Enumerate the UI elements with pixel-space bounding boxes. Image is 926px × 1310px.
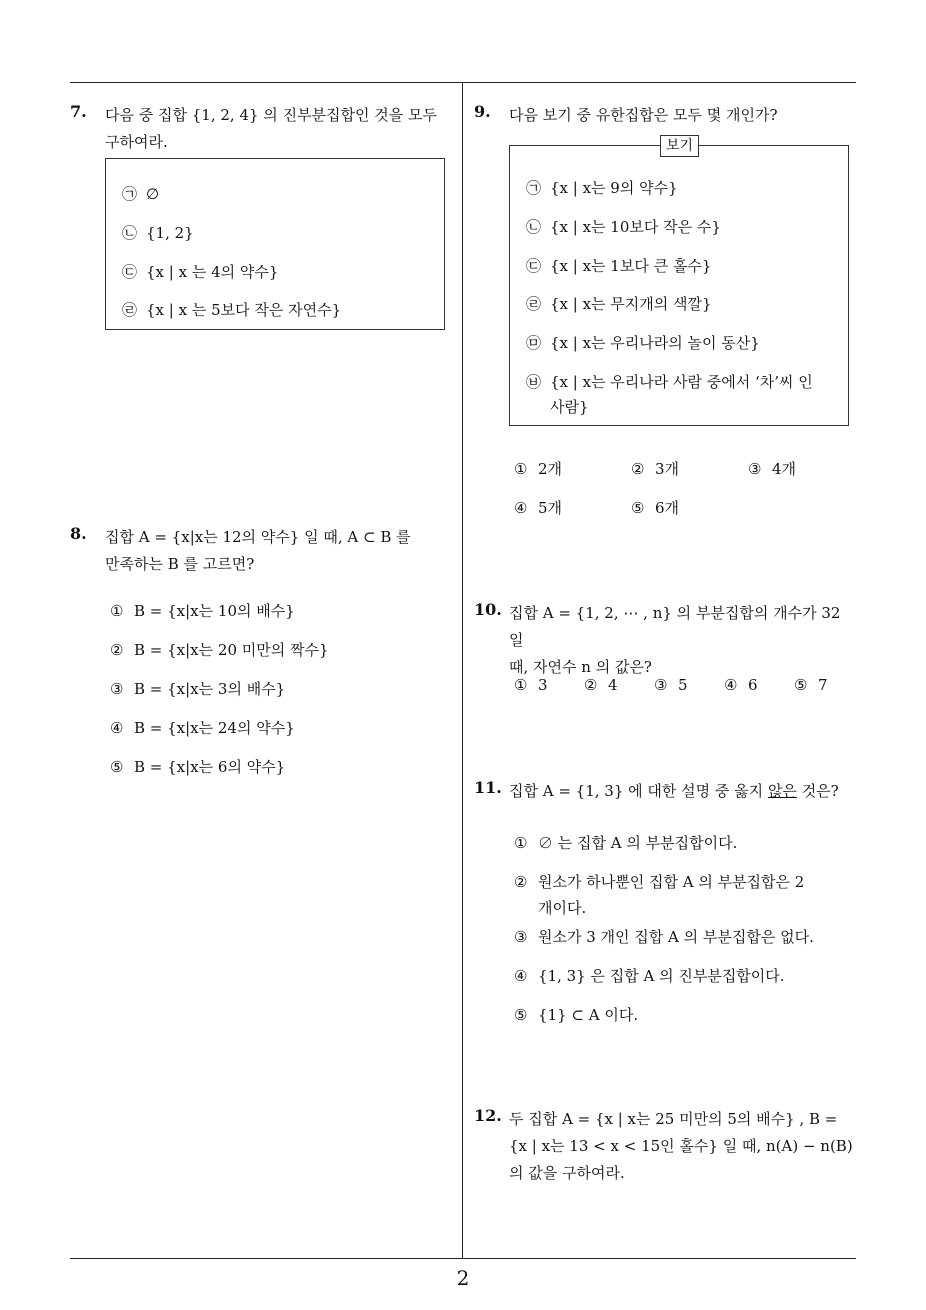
- option-text: ∅: [146, 185, 160, 203]
- question-8: [70, 524, 450, 794]
- answer-choice[interactable]: [514, 832, 737, 853]
- question-text-line: [509, 778, 839, 805]
- answer-choice[interactable]: [514, 497, 562, 518]
- choice-number: ⑤: [514, 1006, 528, 1024]
- choice-text: 3: [538, 676, 548, 694]
- option-text: {x | x는 10보다 작은 수}: [550, 218, 721, 236]
- answer-choice[interactable]: [514, 676, 548, 694]
- answer-choice[interactable]: [748, 458, 796, 479]
- box-option: [526, 255, 711, 276]
- bogi-box: [509, 138, 849, 426]
- option-text: 사람}: [550, 398, 589, 416]
- choice-text: {1, 3} 은 집합 A 의 진부분집합이다.: [538, 967, 785, 985]
- option-mark: ㉣: [526, 295, 542, 313]
- option-mark: ㉥: [526, 373, 542, 391]
- option-text: {x | x는 1보다 큰 홀수}: [550, 257, 712, 275]
- question-text-line: {x | x는 13 < x < 15인 홀수} 일 때, n(A) − n(B): [509, 1137, 853, 1155]
- choice-text: {1} ⊂ A 이다.: [538, 1006, 639, 1024]
- answer-choice[interactable]: [631, 497, 679, 518]
- choice-text: B = {x|x는 6의 약수}: [134, 758, 286, 776]
- choice-number: ⑤: [794, 676, 808, 694]
- answer-choice[interactable]: [514, 965, 785, 986]
- choice-text: 개이다.: [538, 899, 587, 917]
- answer-choice[interactable]: [110, 678, 285, 699]
- question-10: [474, 600, 854, 710]
- answer-choice[interactable]: [110, 639, 329, 660]
- option-mark: ㉠: [526, 179, 542, 197]
- choice-number: ②: [584, 676, 598, 694]
- answer-choice[interactable]: [794, 676, 828, 694]
- page-number: 2: [456, 1266, 470, 1290]
- choice-text: 2개: [538, 460, 563, 478]
- bottom-rule: [70, 1258, 856, 1259]
- box-option: [526, 216, 721, 237]
- option-text: {x | x는 무지개의 색깔}: [550, 295, 712, 313]
- question-number: 12.: [474, 1106, 502, 1125]
- answer-choice[interactable]: [514, 926, 814, 947]
- question-text-line: 다음 보기 중 유한집합은 모두 몇 개인가?: [509, 106, 778, 124]
- question-text-line: 때, 자연수 n 의 값은?: [509, 658, 652, 676]
- question-text: [509, 600, 854, 681]
- choice-text: 3개: [655, 460, 680, 478]
- question-text-part: 집합 A = {1, 3} 에 대한 설명 중 옳지: [509, 782, 768, 800]
- question-text: [105, 524, 411, 578]
- question-text: [509, 1106, 853, 1187]
- option-text: {x | x 는 5보다 작은 자연수}: [146, 301, 342, 319]
- answer-choice[interactable]: [514, 458, 562, 479]
- question-text-line: 의 값을 구하여라.: [509, 1164, 625, 1182]
- column-divider: [462, 82, 463, 1258]
- box-option: [526, 177, 678, 198]
- choice-text: 6개: [655, 499, 680, 517]
- answer-choice[interactable]: [110, 756, 285, 777]
- question-text-part: 것은?: [796, 782, 839, 800]
- answer-choice[interactable]: [110, 600, 295, 621]
- box-option-continuation: [550, 396, 589, 417]
- answer-choice[interactable]: [584, 676, 618, 694]
- answer-choice[interactable]: [514, 1004, 638, 1025]
- choice-text: ∅ 는 집합 A 의 부분집합이다.: [538, 834, 738, 852]
- question-text: [509, 102, 778, 129]
- box-option: [526, 293, 712, 314]
- choice-number: ①: [110, 602, 124, 620]
- options-box: [105, 158, 445, 330]
- choice-text: 4: [608, 676, 618, 694]
- box-option: [122, 261, 278, 282]
- choice-text: B = {x|x는 24의 약수}: [134, 719, 295, 737]
- question-text-line: 두 집합 A = {x | x는 25 미만의 5의 배수} , B =: [509, 1110, 838, 1128]
- answer-choice[interactable]: [631, 458, 679, 479]
- choice-number: ④: [514, 499, 528, 517]
- answer-choice[interactable]: [514, 871, 804, 892]
- option-text: {x | x는 우리나라의 놀이 동산}: [550, 334, 760, 352]
- choice-number: ⑤: [110, 758, 124, 776]
- question-text: [509, 778, 839, 805]
- bogi-title: 보기: [660, 135, 699, 157]
- top-rule: [70, 82, 856, 83]
- question-text-line: 집합 A = {1, 2, ⋯ , n} 의 부분집합의 개수가 32 일: [509, 604, 841, 649]
- box-option: [526, 371, 813, 392]
- box-option: [122, 183, 159, 204]
- question-text-line: 만족하는 B 를 고르면?: [105, 555, 255, 573]
- choice-number: ⑤: [631, 499, 645, 517]
- question-number: 9.: [474, 102, 491, 121]
- choice-number: ①: [514, 676, 528, 694]
- question-text-line: 구하여라.: [105, 133, 168, 151]
- box-option: [122, 299, 341, 320]
- question-number: 7.: [70, 102, 87, 121]
- question-7: [70, 102, 450, 342]
- option-text: {x | x 는 4의 약수}: [146, 263, 279, 281]
- answer-choice[interactable]: [724, 676, 758, 694]
- option-mark: ㉠: [122, 185, 138, 203]
- option-mark: ㉢: [122, 263, 138, 281]
- choice-text: 5: [678, 676, 688, 694]
- question-text-line: 집합 A = {x|x는 12의 약수} 일 때, A ⊂ B 를: [105, 528, 411, 546]
- choice-text: 4개: [772, 460, 797, 478]
- choice-text: 5개: [538, 499, 563, 517]
- question-number: 11.: [474, 778, 502, 797]
- choice-number: ①: [514, 460, 528, 478]
- choice-text: B = {x|x는 20 미만의 짝수}: [134, 641, 329, 659]
- choice-number: ②: [514, 873, 528, 891]
- question-number: 10.: [474, 600, 502, 619]
- choice-number: ④: [110, 719, 124, 737]
- choice-number: ④: [724, 676, 738, 694]
- emphasis-underlined: 않은: [767, 782, 797, 800]
- box-option: [526, 332, 760, 353]
- choice-number: ①: [514, 834, 528, 852]
- choice-number: ④: [514, 967, 528, 985]
- option-mark: ㉡: [122, 224, 138, 242]
- option-text: {x | x는 우리나라 사람 중에서 ‘차’씨 인: [550, 373, 813, 391]
- option-mark: ㉡: [526, 218, 542, 236]
- choice-text: B = {x|x는 3의 배수}: [134, 680, 286, 698]
- choice-text: B = {x|x는 10의 배수}: [134, 602, 295, 620]
- choice-number: ③: [514, 928, 528, 946]
- choice-number: ②: [631, 460, 645, 478]
- option-mark: ㉢: [526, 257, 542, 275]
- option-mark: ㉣: [122, 301, 138, 319]
- choice-number: ③: [654, 676, 668, 694]
- box-option: [122, 222, 194, 243]
- answer-choice-continuation: [538, 897, 586, 918]
- answer-choice[interactable]: [654, 676, 688, 694]
- option-mark: ㉤: [526, 334, 542, 352]
- question-9: [474, 102, 854, 522]
- choice-number: ②: [110, 641, 124, 659]
- choice-number: ③: [110, 680, 124, 698]
- option-text: {1, 2}: [146, 224, 194, 242]
- choice-number: ③: [748, 460, 762, 478]
- choice-text: 원소가 하나뿐인 집합 A 의 부분집합은 2: [538, 873, 805, 891]
- question-text-line: 다음 중 집합 {1, 2, 4} 의 진부분집합인 것을 모두: [105, 106, 438, 124]
- choice-text: 6: [748, 676, 758, 694]
- question-number: 8.: [70, 524, 87, 543]
- question-11: [474, 778, 854, 1038]
- choice-text: 원소가 3 개인 집합 A 의 부분집합은 없다.: [538, 928, 814, 946]
- choice-text: 7: [818, 676, 828, 694]
- question-12: [474, 1106, 854, 1196]
- answer-choice[interactable]: [110, 717, 295, 738]
- option-text: {x | x는 9의 약수}: [550, 179, 678, 197]
- question-text: [105, 102, 437, 156]
